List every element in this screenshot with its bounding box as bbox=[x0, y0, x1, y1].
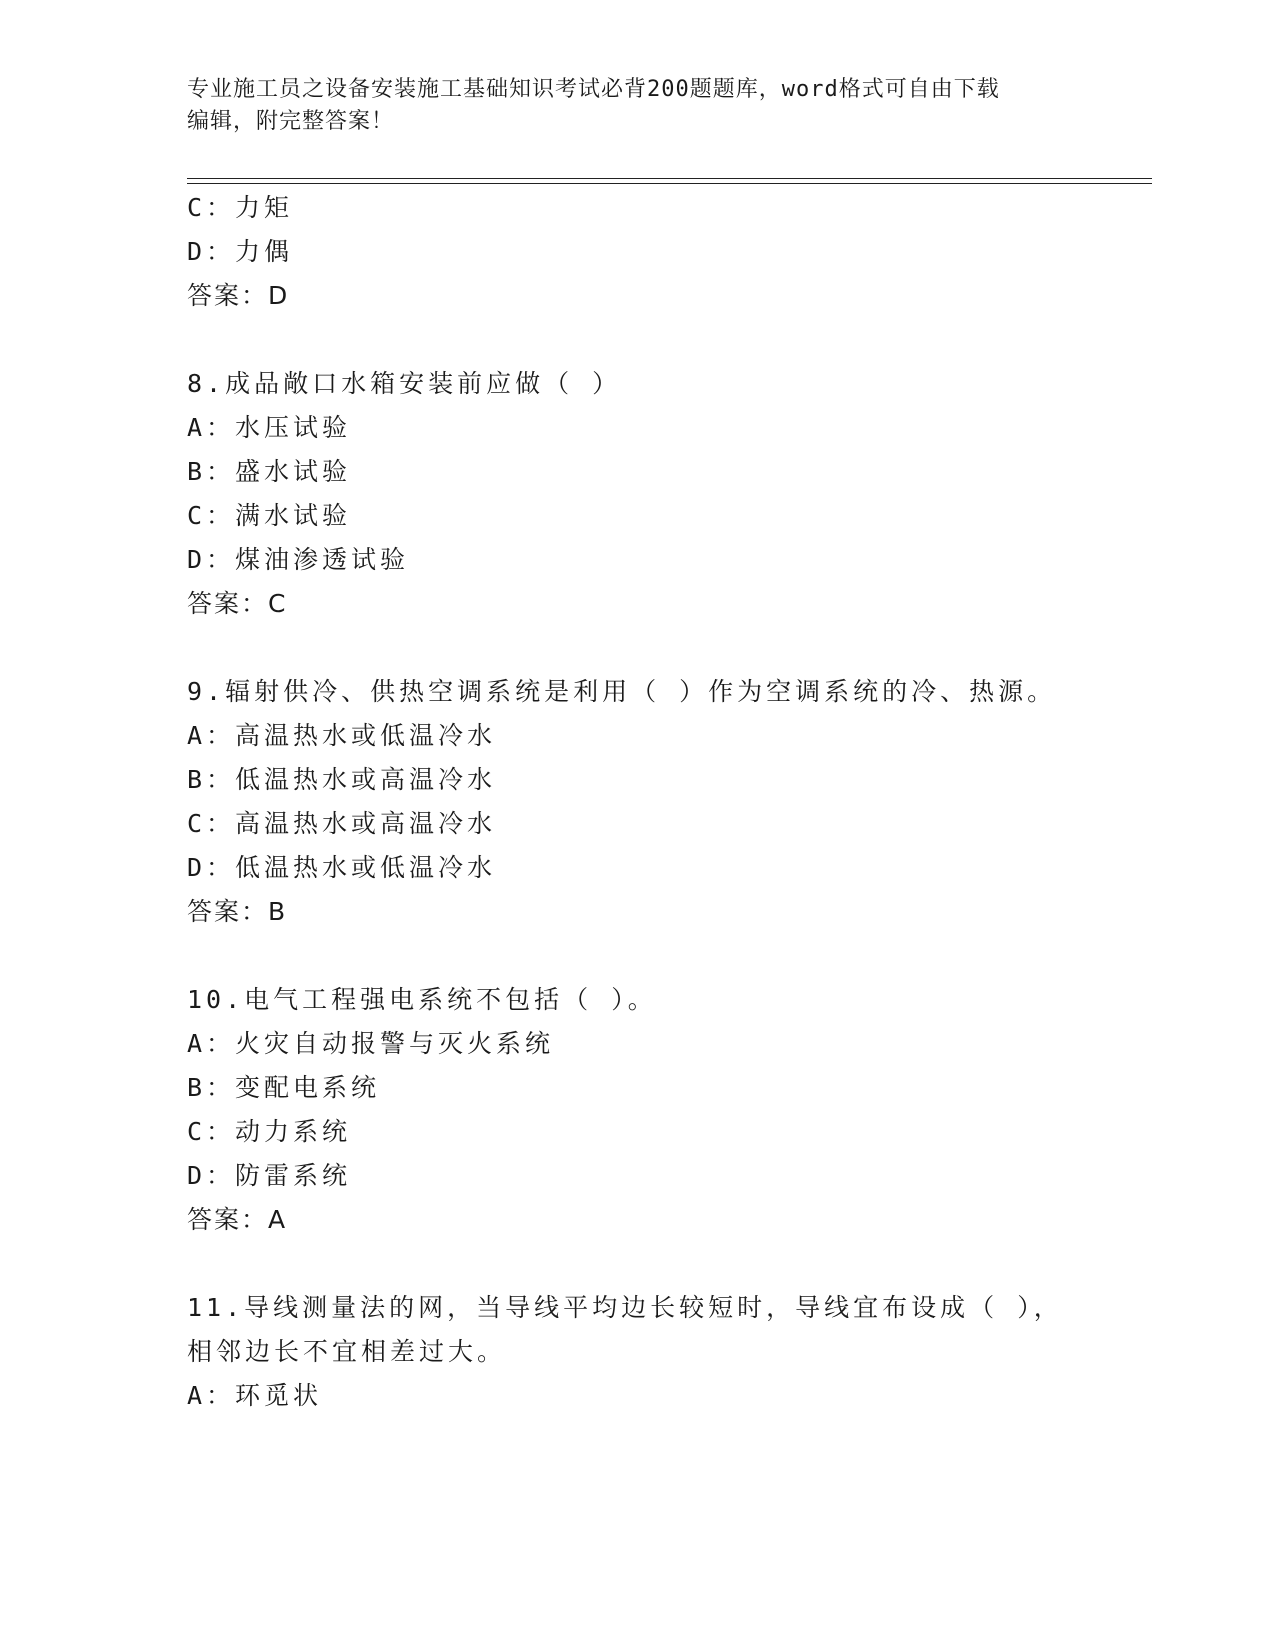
q8-option-c: C：满水试验 bbox=[187, 501, 352, 530]
q10-option-d: D：防雷系统 bbox=[187, 1161, 352, 1190]
q10-question: 10.电气工程强电系统不包括（ ）。 bbox=[187, 985, 657, 1014]
document-header bbox=[187, 74, 1087, 138]
q11-option-a: A：环觅状 bbox=[187, 1381, 323, 1410]
q10-option-b: B：变配电系统 bbox=[187, 1073, 381, 1102]
q9-answer: 答案：B bbox=[187, 897, 288, 926]
header-divider-top bbox=[187, 178, 1152, 179]
header-divider-bottom bbox=[187, 183, 1152, 184]
q8-option-b: B：盛水试验 bbox=[187, 457, 352, 486]
q8-option-a: A：水压试验 bbox=[187, 413, 352, 442]
q7-answer: 答案：D bbox=[187, 281, 290, 310]
q10-answer: 答案：A bbox=[187, 1205, 288, 1234]
header-title-line1: 专业施工员之设备安装施工基础知识考试必背200题题库，word格式可自由下载 bbox=[187, 77, 1000, 102]
q7-option-d: D：力偶 bbox=[187, 237, 294, 266]
q10-option-a: A：火灾自动报警与灭火系统 bbox=[187, 1029, 555, 1058]
q9-option-b: B：低温热水或高温冷水 bbox=[187, 765, 497, 794]
q7-option-c: C：力矩 bbox=[187, 193, 294, 222]
q11-question-line2: 相邻边长不宜相差过大。 bbox=[187, 1337, 507, 1366]
q9-option-c: C：高温热水或高温冷水 bbox=[187, 809, 497, 838]
q8-question: 8.成品敞口水箱安装前应做（ ） bbox=[187, 369, 622, 398]
q8-answer: 答案：C bbox=[187, 589, 288, 618]
q10-option-c: C：动力系统 bbox=[187, 1117, 352, 1146]
q9-question: 9.辐射供冷、供热空调系统是利用（ ）作为空调系统的冷、热源。 bbox=[187, 677, 1057, 706]
q8-option-d: D：煤油渗透试验 bbox=[187, 545, 410, 574]
header-title-line2: 编辑，附完整答案！ bbox=[187, 109, 395, 134]
q9-option-d: D：低温热水或低温冷水 bbox=[187, 853, 497, 882]
q9-option-a: A：高温热水或低温冷水 bbox=[187, 721, 497, 750]
q11-question-line1: 11.导线测量法的网，当导线平均边长较短时，导线宜布设成（ ）， bbox=[187, 1293, 1063, 1322]
